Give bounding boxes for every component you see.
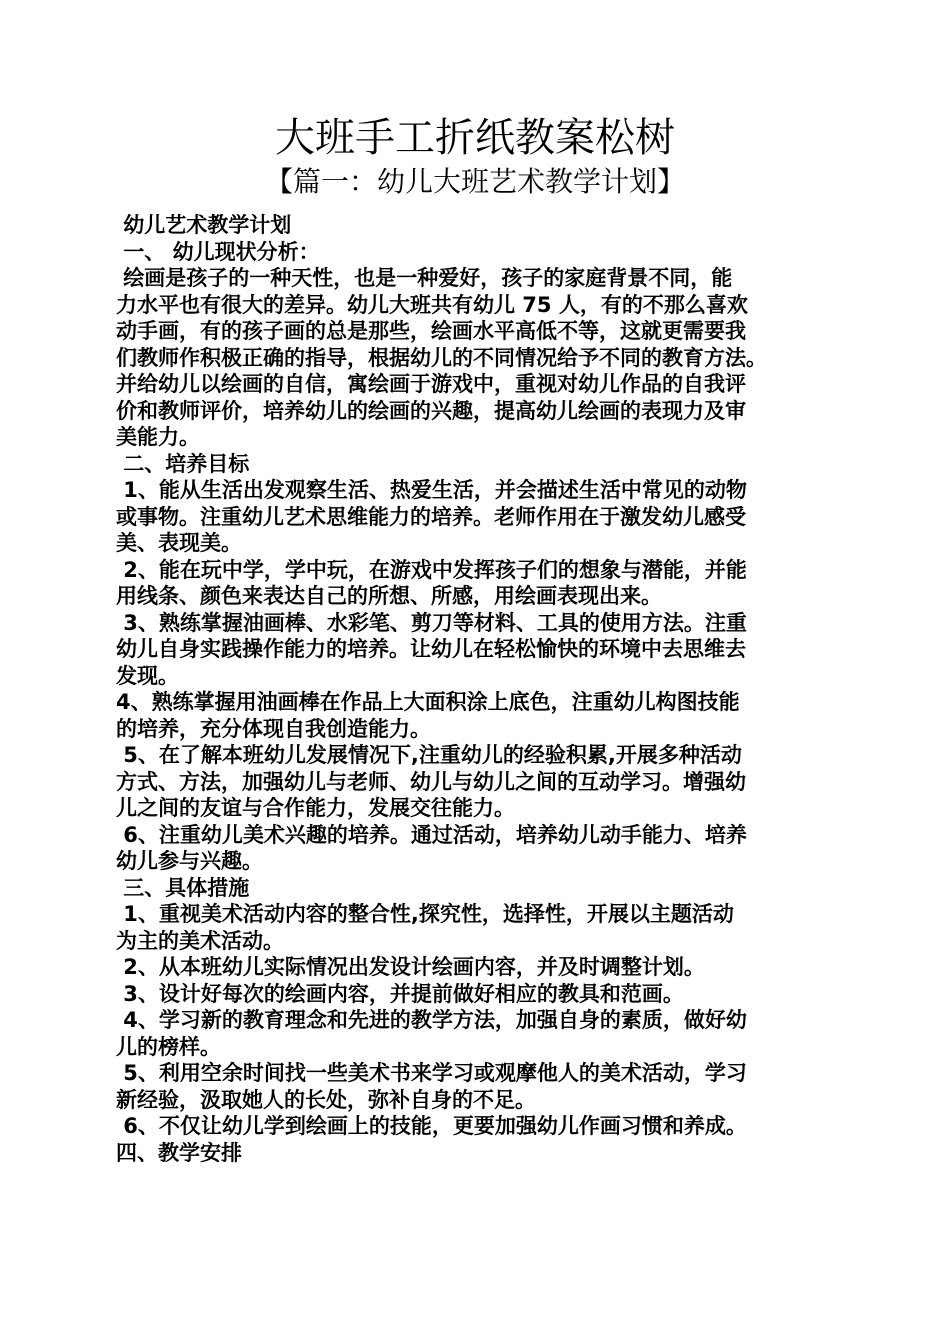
body-line: 方式、方法，加强幼儿与老师、幼儿与幼儿之间的互动学习。增强幼 (116, 769, 746, 794)
body-line: 5、利用空余时间找一些美术书来学习或观摩他人的美术活动，学习 (116, 1061, 747, 1085)
body-line: 并给幼儿以绘画的自信，寓绘画于游戏中，重视对幼儿作品的自我评 (116, 372, 746, 396)
body-line: 力水平也有很大的差异。幼儿大班共有幼儿 75 人，有的不那么喜欢 (116, 292, 748, 317)
body-line: 2、从本班幼儿实际情况出发设计绘画内容，并及时调整计划。 (116, 955, 705, 979)
body-line: 幼儿艺术教学计划 (116, 213, 292, 237)
body-line: 三、具体措施 (116, 875, 250, 900)
body-line: 幼儿参与兴趣。 (116, 849, 263, 873)
document-title: 大班手工折纸教案松树 (275, 115, 675, 161)
body-line: 发现。 (116, 663, 179, 688)
body-line: 4、学习新的教育理念和先进的教学方法，加强自身的素质，做好幼 (116, 1008, 747, 1032)
document-subtitle: 【篇一：幼儿大班艺术教学计划】 (264, 165, 685, 198)
body-line: 美、表现美。 (116, 531, 242, 555)
body-line: 四、教学安排 (116, 1140, 242, 1165)
body-line: 用线条、颜色来表达自己的所想、所感，用绘画表现出来。 (116, 584, 662, 608)
body-line: 6、不仅让幼儿学到绘画上的技能，更要加强幼儿作画习惯和养成。 (116, 1114, 747, 1138)
body-line: 动手画，有的孩子画的总是那些，绘画水平高低不等，这就更需要我 (116, 319, 746, 343)
body-line: 1、重视美术活动内容的整合性,探究性，选择性，开展以主题活动 (116, 902, 734, 926)
body-line: 3、设计好每次的绘画内容，并提前做好相应的教具和范画。 (116, 981, 684, 1006)
body-line: 5、在了解本班幼儿发展情况下,注重幼儿的经验积累,开展多种活动 (116, 743, 742, 767)
body-line: 新经验，汲取她人的长处，弥补自身的不足。 (116, 1087, 536, 1112)
body-line: 二、培养目标 (116, 451, 250, 476)
body-line: 或事物。注重幼儿艺术思维能力的培养。老师作用在于激发幼儿感受 (116, 504, 746, 529)
body-line: 绘画是孩子的一种天性，也是一种爱好，孩子的家庭背景不同，能 (116, 266, 733, 290)
body-line: 儿的榜样。 (116, 1034, 221, 1059)
body-line: 美能力。 (116, 425, 200, 449)
body-line: 价和教师评价，培养幼儿的绘画的兴趣，提高幼儿绘画的表现力及审 (116, 398, 746, 423)
body-line: 一、 幼儿现状分析： (116, 239, 320, 264)
body-line: 的培养，充分体现自我创造能力。 (116, 716, 431, 741)
body-line: 4、熟练掌握用油画棒在作品上大面积涂上底色，注重幼儿构图技能 (116, 690, 740, 714)
body-line: 1、能从生活出发观察生活、热爱生活，并会描述生活中常见的动物 (116, 478, 747, 502)
document-body (116, 212, 846, 1166)
body-line: 幼儿自身实践操作能力的培养。让幼儿在轻松愉快的环境中去思维去 (116, 637, 746, 661)
body-line: 儿之间的友谊与合作能力，发展交往能力。 (116, 796, 515, 820)
body-line: 3、熟练掌握油画棒、水彩笔、剪刀等材料、工具的使用方法。注重 (116, 610, 747, 635)
body-line: 2、能在玩中学，学中玩，在游戏中发挥孩子们的想象与潜能，并能 (116, 557, 747, 582)
body-line: 为主的美术活动。 (116, 928, 284, 953)
body-line: 们教师作积极正确的指导，根据幼儿的不同情况给予不同的教育方法。 (116, 345, 767, 370)
body-line: 6、注重幼儿美术兴趣的培养。通过活动，培养幼儿动手能力、培养 (116, 822, 747, 847)
